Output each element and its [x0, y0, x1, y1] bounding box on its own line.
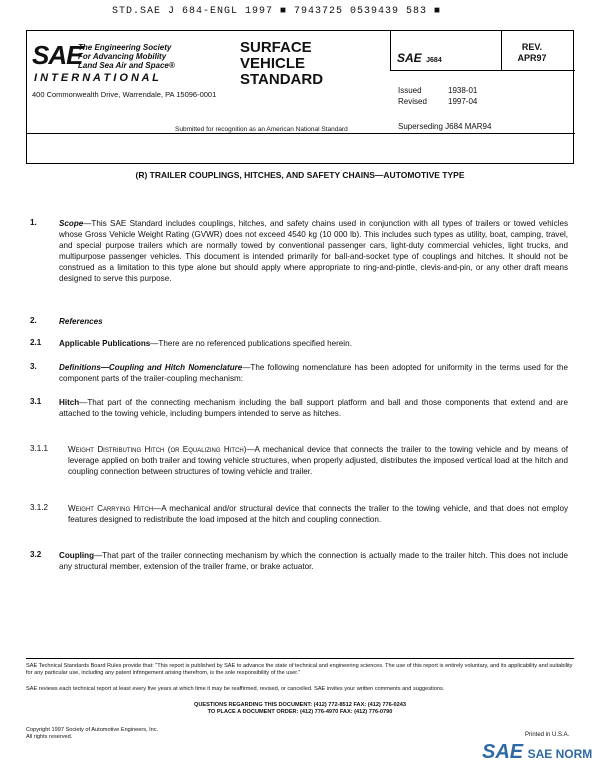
document-code-header: STD.SAE J 684-ENGL 1997 ■ 7943725 0539439 583 ■	[112, 6, 442, 17]
tagline-line: The Engineering Society	[78, 43, 172, 52]
section-heading: Scope	[59, 219, 84, 228]
section-applicable-publications	[59, 338, 568, 349]
divider-line	[390, 31, 391, 70]
tagline-line: For Advancing Mobility	[78, 52, 167, 61]
section-heading: Weight Distributing Hitch (or Equalizing Hitch)	[68, 445, 247, 454]
section-number: 3.1.1	[30, 444, 49, 453]
doc-number-text: J684	[426, 57, 442, 64]
revision-box	[512, 42, 552, 64]
contact-info	[26, 702, 574, 716]
submitted-note: Submitted for recognition as an American National Standard	[175, 126, 348, 133]
revised-label: Revised	[398, 97, 427, 106]
section-coupling	[59, 550, 568, 572]
divider-line	[390, 70, 575, 71]
copyright-line: Copyright 1997 Society of Automotive Engineers, Inc.	[26, 727, 159, 733]
section-number: 2.	[30, 316, 37, 325]
board-rules: SAE Technical Standards Board Rules provide that: "This report is published by SAE to advance the state of technical and engineering sciences. The use of this report is entirely voluntary, and its applicability and suitability for any particular use, including any patent infringement arising therefrom, is the sole responsibility of the user."	[26, 663, 573, 676]
section-scope	[59, 218, 568, 284]
section-heading: Hitch	[59, 398, 80, 407]
review-note: SAE reviews each technical report at least every five years at which time it may be reaffirmed, revised, or cancelled. SAE invites your written comments and suggestions.	[26, 686, 445, 692]
section-text: —A mechanical device that connects the trailer to the towing vehicle and by means of leverage applied on both trailer and towing vehicle structures, when properly adjusted, distributes the imposed vertical load at the hitch and coupling connection between structures of towing vehicle and trailer.	[68, 445, 568, 476]
section-definitions	[59, 362, 568, 384]
watermark-logo: SAE	[482, 741, 524, 763]
section-text: —That part of the connecting mechanism including the ball support platform and ball and those components that extend and are attached to the towing vehicle, including bumpers intended to serve as hitches.	[59, 398, 568, 418]
watermark-text: SAE NORM	[527, 747, 593, 761]
section-number: 1.	[30, 218, 37, 227]
issue-dates	[398, 85, 477, 107]
logo-tagline	[78, 43, 175, 70]
section-text: —The following nomenclature has been adopted for uniformity in the terms used for the component parts of the trailer-coupling mechanism:	[59, 363, 568, 383]
printed-in: Printed in U.S.A.	[525, 732, 570, 738]
sae-norm-watermark	[482, 741, 592, 764]
standard-type-title	[240, 40, 323, 88]
section-text: —A mechanical and/or structural device that connects the trailer to the towing vehicle, and that does not employ features designed to redistribute the load imposed at the hitch and coupling connection.	[68, 504, 568, 524]
footer-divider	[26, 658, 574, 659]
title-line: STANDARD	[240, 71, 324, 88]
international-label: I N T E R N A T I O N A L	[34, 72, 159, 84]
revised-date: 1997-04	[448, 97, 478, 106]
sae-logo: SAE	[32, 40, 83, 70]
tagline-line: Land Sea Air and Space®	[78, 61, 175, 70]
title-line: SURFACE	[240, 39, 312, 56]
questions-line: QUESTIONS REGARDING THIS DOCUMENT: (412) 772-8512 FAX: (412) 776-0243	[193, 702, 406, 708]
section-heading: Weight Carrying Hitch	[68, 504, 154, 513]
copyright	[26, 727, 158, 741]
sae-small-logo: SAE	[397, 51, 422, 65]
section-weight-carrying-hitch	[68, 503, 568, 525]
rev-label: REV.	[521, 42, 543, 52]
issued-date: 1938-01	[448, 86, 478, 95]
title-line: VEHICLE	[240, 55, 306, 72]
divider-line	[501, 31, 502, 70]
address: 400 Commonwealth Drive, Warrendale, PA 15096-0001	[32, 90, 217, 99]
rights-line: All rights reserved.	[26, 734, 73, 740]
section-number: 3.2	[30, 550, 42, 559]
rev-date: APR97	[517, 53, 547, 63]
section-heading: Coupling	[59, 551, 95, 560]
section-number: 3.1	[30, 397, 42, 406]
superseding: Superseding J684 MAR94	[398, 122, 492, 131]
section-hitch	[59, 397, 568, 419]
section-text: —That part of the trailer connecting mechanism by which the connection is actually made to the trailer hitch. This does not include any structural member, extension of the trailer frame, or brake actuator.	[59, 551, 568, 571]
order-line: TO PLACE A DOCUMENT ORDER: (412) 776-4970 FAX: (412) 776-0790	[207, 709, 393, 715]
section-heading: Definitions—Coupling and Hitch Nomenclature	[59, 363, 243, 372]
section-number: 3.	[30, 362, 37, 371]
section-heading: References	[59, 317, 103, 326]
section-number: 2.1	[30, 338, 42, 347]
section-number: 3.1.2	[30, 503, 49, 512]
section-weight-distributing-hitch	[68, 444, 568, 477]
issued-label: Issued	[398, 86, 422, 95]
doc-number	[397, 49, 442, 67]
section-text: —This SAE Standard includes couplings, hitches, and safety chains used in conjunction with all types of trailers or towed vehicles whose Gross Vehicle Weight Rating (GVWR) does not exceed 4540 kg (10 000 lb). This includes such types as utility, boat, camping, travel, and special purpose trailers which are normally towed by conventional passenger cars, light-duty commercial vehicles, light trucks, and multipurpose passenger vehicles. This document is intended primarily for ball-and-socket type of couplings and hitches. It should not be construed as a limitation to this type alone but should apply where appropriate to ring-and-pintle, clevis-and-pin, or any other draft means designed to serve this purpose.	[59, 219, 568, 283]
document-title: (R) TRAILER COUPLINGS, HITCHES, AND SAFETY CHAINS—AUTOMOTIVE TYPE	[135, 170, 465, 180]
divider-line	[27, 133, 575, 134]
section-heading: Applicable Publications	[59, 339, 151, 348]
section-text: —There are no referenced publications specified herein.	[150, 339, 352, 348]
